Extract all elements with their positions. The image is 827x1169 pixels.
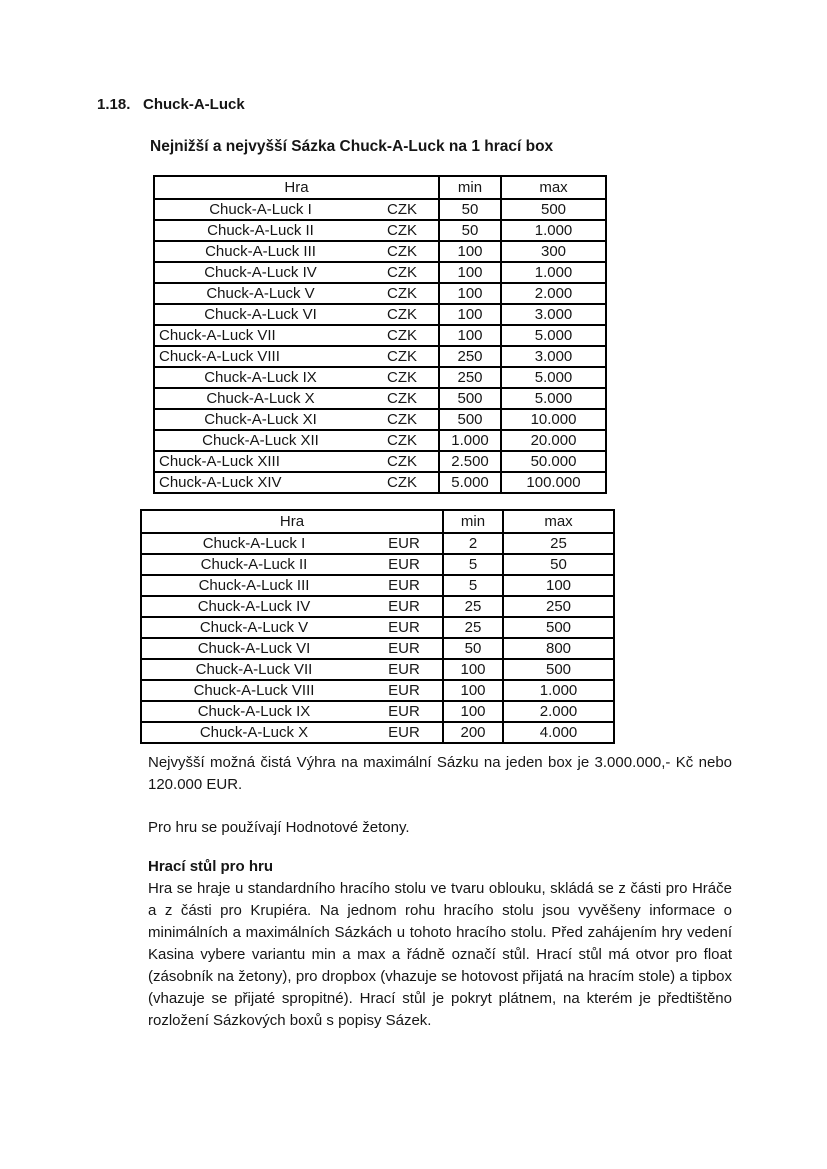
min-column-header: min (439, 176, 501, 199)
max-column-header: max (503, 510, 614, 533)
table-row (154, 451, 606, 472)
currency-cell: CZK (366, 325, 439, 346)
game-name-cell: Chuck-A-Luck X (154, 388, 366, 409)
hra-column-header: Hra (154, 176, 439, 199)
game-name-cell: Chuck-A-Luck XII (154, 430, 366, 451)
currency-cell: EUR (366, 575, 443, 596)
table-row (154, 367, 606, 388)
game-name-cell: Chuck-A-Luck VIII (154, 346, 366, 367)
game-name-cell: Chuck-A-Luck IX (154, 367, 366, 388)
max-cell: 500 (501, 199, 606, 220)
max-cell: 500 (503, 617, 614, 638)
max-cell: 1.000 (503, 680, 614, 701)
currency-cell: CZK (366, 283, 439, 304)
min-cell: 2.500 (439, 451, 501, 472)
max-cell: 20.000 (501, 430, 606, 451)
currency-cell: EUR (366, 554, 443, 575)
game-name-cell: Chuck-A-Luck VI (141, 638, 366, 659)
currency-cell: CZK (366, 430, 439, 451)
currency-cell: CZK (366, 388, 439, 409)
game-name-cell: Chuck-A-Luck III (154, 241, 366, 262)
currency-cell: EUR (366, 701, 443, 722)
min-cell: 500 (439, 388, 501, 409)
table-header-row (154, 176, 606, 199)
min-cell: 1.000 (439, 430, 501, 451)
game-name-cell: Chuck-A-Luck VII (141, 659, 366, 680)
game-name-cell: Chuck-A-Luck IV (154, 262, 366, 283)
min-cell: 100 (439, 262, 501, 283)
game-name-cell: Chuck-A-Luck I (154, 199, 366, 220)
max-cell: 10.000 (501, 409, 606, 430)
max-cell: 5.000 (501, 388, 606, 409)
game-name-cell: Chuck-A-Luck X (141, 722, 366, 743)
max-cell: 5.000 (501, 325, 606, 346)
max-cell: 250 (503, 596, 614, 617)
table-row (141, 575, 614, 596)
table-row (154, 241, 606, 262)
min-cell: 5 (443, 554, 503, 575)
gaming-table-heading: Hrací stůl pro hru (148, 858, 274, 875)
game-name-cell: Chuck-A-Luck V (154, 283, 366, 304)
min-cell: 250 (439, 346, 501, 367)
min-cell: 5.000 (439, 472, 501, 493)
table-row (154, 220, 606, 241)
czk-limits-table (153, 175, 607, 494)
min-cell: 100 (439, 283, 501, 304)
section-number: 1.18. (97, 96, 131, 113)
game-name-cell: Chuck-A-Luck XIV (154, 472, 366, 493)
table-row (141, 659, 614, 680)
min-cell: 2 (443, 533, 503, 554)
currency-cell: EUR (366, 680, 443, 701)
table-row (154, 430, 606, 451)
max-cell: 5.000 (501, 367, 606, 388)
hra-column-header: Hra (141, 510, 443, 533)
currency-cell: CZK (366, 220, 439, 241)
max-cell: 25 (503, 533, 614, 554)
table-row (141, 722, 614, 743)
max-cell: 300 (501, 241, 606, 262)
min-cell: 100 (443, 701, 503, 722)
game-name-cell: Chuck-A-Luck V (141, 617, 366, 638)
min-cell: 50 (439, 220, 501, 241)
game-name-cell: Chuck-A-Luck I (141, 533, 366, 554)
max-cell: 1.000 (501, 220, 606, 241)
table-row (141, 596, 614, 617)
currency-cell: EUR (366, 638, 443, 659)
currency-cell: EUR (366, 617, 443, 638)
table-row (141, 638, 614, 659)
currency-cell: CZK (366, 346, 439, 367)
min-cell: 100 (443, 680, 503, 701)
min-column-header: min (443, 510, 503, 533)
min-cell: 25 (443, 596, 503, 617)
max-cell: 50 (503, 554, 614, 575)
max-cell: 100.000 (501, 472, 606, 493)
min-cell: 100 (439, 241, 501, 262)
max-win-paragraph: Nejvyšší možná čistá Výhra na maximální Sázku na jeden box je 3.000.000,- Kč nebo 120.000 EUR. (148, 754, 732, 793)
currency-cell: CZK (366, 241, 439, 262)
eur-limits-table (140, 509, 615, 744)
max-cell: 50.000 (501, 451, 606, 472)
max-cell: 100 (503, 575, 614, 596)
max-cell: 500 (503, 659, 614, 680)
min-cell: 100 (443, 659, 503, 680)
max-cell: 2.000 (501, 283, 606, 304)
table-row (141, 680, 614, 701)
currency-cell: CZK (366, 367, 439, 388)
game-name-cell: Chuck-A-Luck III (141, 575, 366, 596)
table-row (141, 701, 614, 722)
table-row (154, 199, 606, 220)
game-name-cell: Chuck-A-Luck VIII (141, 680, 366, 701)
table-row (154, 346, 606, 367)
currency-cell: EUR (366, 533, 443, 554)
game-name-cell: Chuck-A-Luck XI (154, 409, 366, 430)
max-cell: 2.000 (503, 701, 614, 722)
min-cell: 100 (439, 304, 501, 325)
currency-cell: CZK (366, 199, 439, 220)
max-cell: 800 (503, 638, 614, 659)
table-header-row (141, 510, 614, 533)
min-cell: 250 (439, 367, 501, 388)
table-row (154, 388, 606, 409)
currency-cell: CZK (366, 262, 439, 283)
game-name-cell: Chuck-A-Luck VII (154, 325, 366, 346)
max-column-header: max (501, 176, 606, 199)
section-title: Chuck-A-Luck (143, 96, 245, 113)
table-row (141, 617, 614, 638)
table-row (154, 409, 606, 430)
max-cell: 3.000 (501, 304, 606, 325)
section-heading (97, 96, 245, 114)
max-cell: 4.000 (503, 722, 614, 743)
min-cell: 500 (439, 409, 501, 430)
min-cell: 50 (439, 199, 501, 220)
max-cell: 1.000 (501, 262, 606, 283)
game-name-cell: Chuck-A-Luck IV (141, 596, 366, 617)
game-name-cell: Chuck-A-Luck IX (141, 701, 366, 722)
table-row (154, 472, 606, 493)
table-row (141, 533, 614, 554)
min-cell: 25 (443, 617, 503, 638)
currency-cell: EUR (366, 596, 443, 617)
currency-cell: EUR (366, 722, 443, 743)
game-name-cell: Chuck-A-Luck II (141, 554, 366, 575)
gaming-table-paragraph: Hra se hraje u standardního hracího stolu ve tvaru oblouku, skládá se z části pro Hráče a z části pro Krupiéra. Na jednom rohu hracího stolu jsou vyvěšeny informace o minimálních a maximálních Sázkách u tohoto hracího stolu. Před zahájením hry vedení Kasina vybere variantu min a max a řádně označí stůl. Hrací stůl má otvor pro float (zásobník na žetony), pro dropbox (vhazuje se hotovost přijatá na hracím stole) a tipbox (vhazuje se přijaté spropitné). Hrací stůl je pokryt plátnem, na kterém je předtištěno rozložení Sázkových boxů s popisy Sázek. (148, 880, 732, 1029)
currency-cell: EUR (366, 659, 443, 680)
min-cell: 5 (443, 575, 503, 596)
table-row (154, 304, 606, 325)
table-row (141, 554, 614, 575)
currency-cell: CZK (366, 472, 439, 493)
currency-cell: CZK (366, 409, 439, 430)
min-cell: 100 (439, 325, 501, 346)
table-row (154, 283, 606, 304)
currency-cell: CZK (366, 304, 439, 325)
game-name-cell: Chuck-A-Luck XIII (154, 451, 366, 472)
currency-cell: CZK (366, 451, 439, 472)
table-caption: Nejnižší a nejvyšší Sázka Chuck-A-Luck na 1 hrací box (150, 138, 554, 155)
game-name-cell: Chuck-A-Luck VI (154, 304, 366, 325)
table-row (154, 325, 606, 346)
max-cell: 3.000 (501, 346, 606, 367)
min-cell: 200 (443, 722, 503, 743)
game-name-cell: Chuck-A-Luck II (154, 220, 366, 241)
table-row (154, 262, 606, 283)
chips-paragraph: Pro hru se používají Hodnotové žetony. (148, 819, 410, 836)
min-cell: 50 (443, 638, 503, 659)
